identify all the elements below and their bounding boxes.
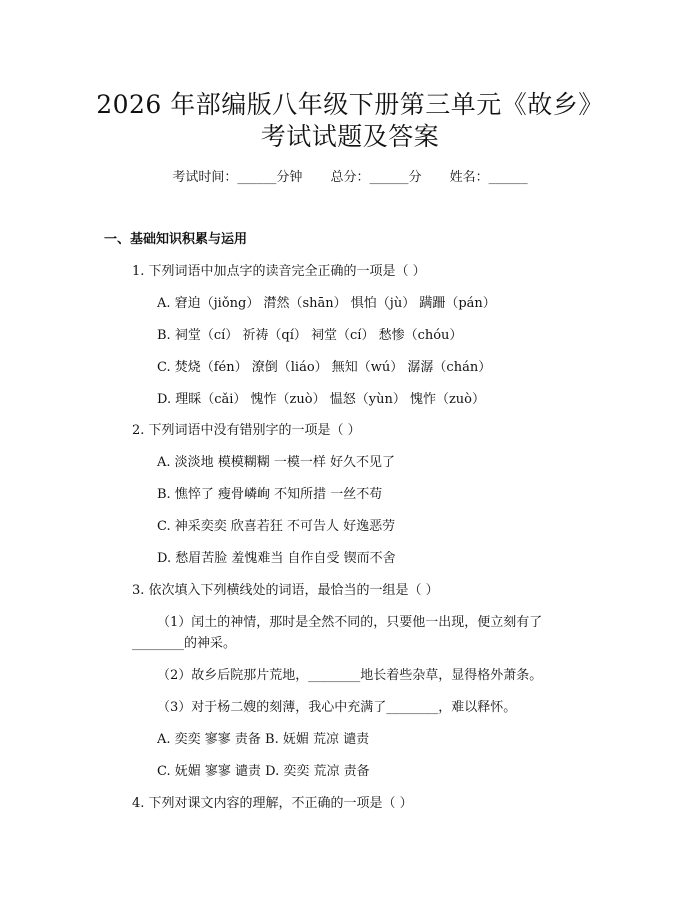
exam-meta — [0, 168, 700, 188]
page-title-line1: 2026 年部编版八年级下册第三单元《故乡》 — [96, 90, 604, 119]
question-4-stem: 4. 下列对课文内容的理解，不正确的一项是（ ） — [132, 796, 413, 811]
page-title-line2: 考试试题及答案 — [260, 122, 440, 151]
section-heading: 一、基础知识积累与运用 — [104, 232, 248, 247]
question-2-option-d: D. 愁眉苦脸 羞愧难当 自作自受 锲而不舍 — [157, 551, 396, 566]
exam-time-field: 考试时间：______分钟 — [172, 170, 303, 185]
question-1-option-c: C. 焚烧（fén） 潦倒（liáo） 無知（wú） 潺潺（chán） — [157, 360, 492, 375]
question-3-options-cd: C. 妩媚 寥寥 谴责 D. 奕奕 荒凉 责备 — [157, 764, 370, 779]
question-3-sentence-2: （2）故乡后院那片荒地，________地长着些杂草，显得格外萧条。 — [157, 668, 543, 683]
question-2-option-b: B. 憔悴了 瘦骨嶙峋 不知所措 一丝不苟 — [157, 487, 383, 502]
question-3-sentence-1: （1）闰土的神情，那时是全然不同的，只要他一出现，便立刻有了 — [157, 615, 543, 630]
question-1-option-a: A. 窘迫（jiǒng） 潸然（shān） 惧怕（jù） 蹒跚（pán） — [157, 296, 496, 311]
question-3-options-ab: A. 奕奕 寥寥 责备 B. 妩媚 荒凉 谴责 — [157, 732, 370, 747]
question-1-stem: 1. 下列词语中加点字的读音完全正确的一项是（ ） — [132, 264, 426, 279]
question-3-sentence-1-cont: ________的神采。 — [132, 636, 237, 651]
question-2-option-c: C. 神采奕奕 欣喜若狂 不可告人 好逸恶劳 — [157, 519, 396, 534]
total-score-field: 总分：______分 — [330, 170, 422, 185]
question-1-option-d: D. 理睬（cǎi） 愧怍（zuò） 愠怒（yùn） 愧怍（zuò） — [157, 392, 485, 407]
question-1-option-b: B. 祠堂（cí） 祈祷（qí） 祠堂（cí） 愁惨（chóu） — [157, 328, 463, 343]
question-2-option-a: A. 淡淡地 模模糊糊 一模一样 好久不见了 — [157, 455, 396, 470]
question-3-sentence-3: （3）对于杨二嫂的刻薄，我心中充满了________，难以释怀。 — [157, 700, 517, 715]
question-3-stem: 3. 依次填入下列横线处的词语，最恰当的一组是（ ） — [132, 583, 439, 598]
question-2-stem: 2. 下列词语中没有错别字的一项是（ ） — [132, 423, 361, 438]
name-field: 姓名：______ — [449, 170, 528, 185]
